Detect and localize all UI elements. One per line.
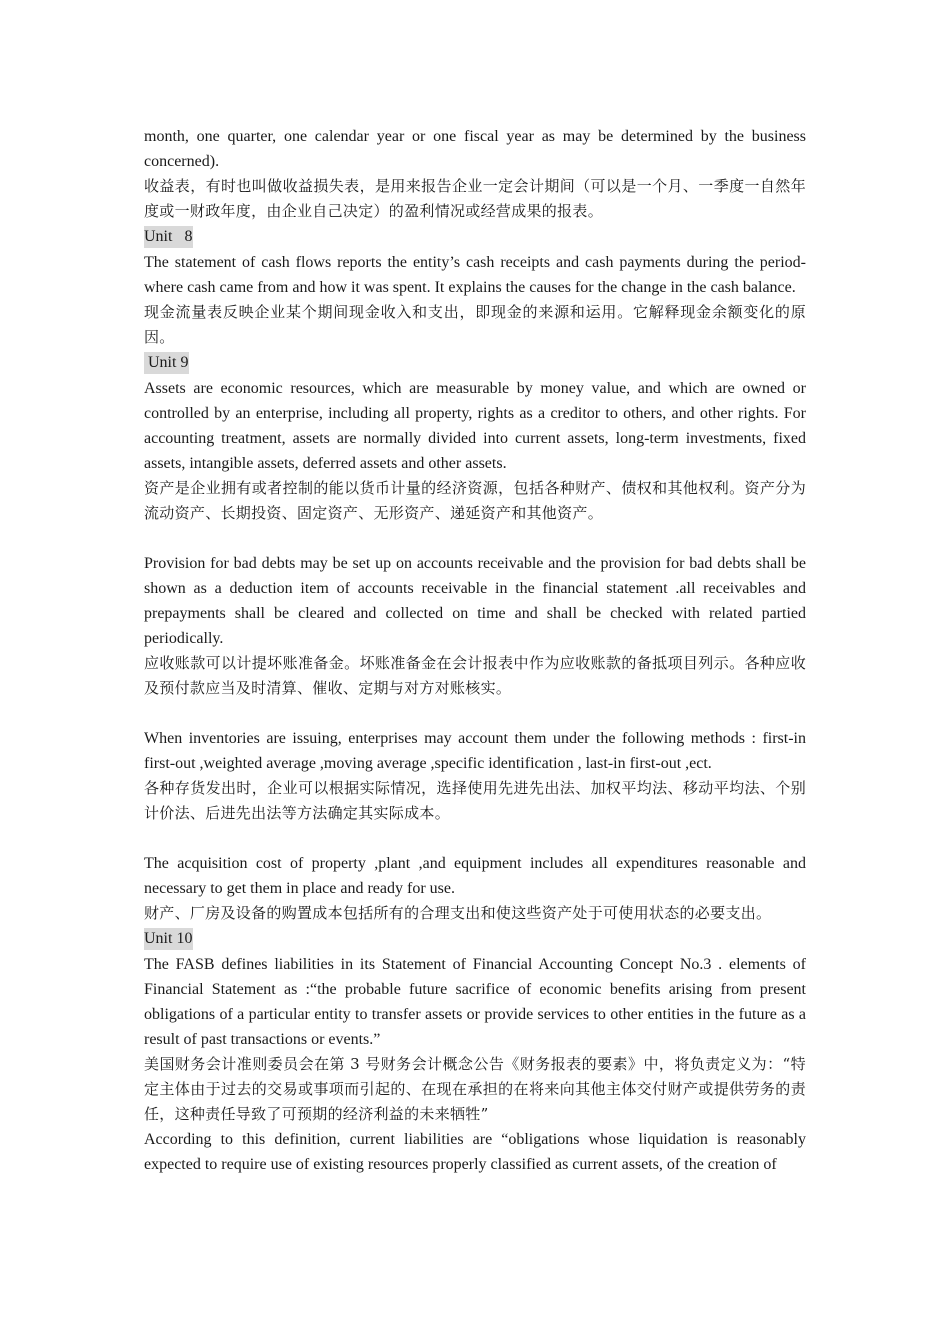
unit-heading-row: [144, 926, 806, 952]
blank-line: [144, 526, 806, 551]
english-paragraph: According to this definition, current liabilities are “obligations whose liquidation is reasonably expected to require use of existing resources properly classified as current assets, of the creation of: [144, 1131, 806, 1173]
chinese-paragraph: 各种存货发出时，企业可以根据实际情况，选择使用先进先出法、加权平均法、移动平均法、个别计价法、后进先出法等方法确定其实际成本。: [144, 779, 806, 822]
chinese-paragraph: 收益表，有时也叫做收益损失表，是用来报告企业一定会计期间（可以是一个月、一季度一自然年度或一财政年度，由企业自己决定）的盈利情况或经营成果的报表。: [144, 177, 806, 220]
chinese-paragraph: 应收账款可以计提坏账准备金。坏账准备金在会计报表中作为应收账款的备抵项目列示。各种应收及预付款应当及时清算、催收、定期与对方对账核实。: [144, 654, 806, 697]
english-paragraph: The acquisition cost of property ,plant ,and equipment includes all expenditures reasonable and necessary to get them in place and ready for use.: [144, 855, 806, 897]
english-paragraph: month, one quarter, one calendar year or one fiscal year as may be determined by the business concerned).: [144, 128, 806, 170]
unit-heading: Unit 9: [144, 352, 189, 374]
unit-heading: Unit 8: [144, 226, 193, 248]
chinese-paragraph: 美国财务会计准则委员会在第 3 号财务会计概念公告《财务报表的要素》中，将负责定义为：“特定主体由于过去的交易或事项而引起的、在现在承担的在将来向其他主体交付财产或提供劳务的责任，这种责任导致了可预期的经济利益的未来牺牲”: [144, 1055, 806, 1123]
blank-line: [144, 826, 806, 851]
english-paragraph: When inventories are issuing, enterprises may account them under the following methods : first-in first-out ,weighted average ,moving average ,specific identification , last-in first-out ,ect.: [144, 730, 806, 772]
blank-line: [144, 701, 806, 726]
english-paragraph: Assets are economic resources, which are measurable by money value, and which are owned or controlled by an enterprise, including all property, rights as a creditor to others, and other rights. For accounting treatment, assets are normally divided into current assets, long-term investments, fixed assets, intangible assets, deferred assets and other assets.: [144, 380, 806, 472]
english-paragraph: The statement of cash flows reports the entity’s cash receipts and cash payments during the period-where cash came from and how it was spent. It explains the causes for the change in the cash balance.: [144, 254, 806, 296]
unit-heading-row: [144, 350, 806, 376]
chinese-paragraph: 现金流量表反映企业某个期间现金收入和支出，即现金的来源和运用。它解释现金余额变化的原因。: [144, 303, 806, 346]
english-paragraph: Provision for bad debts may be set up on accounts receivable and the provision for bad debts shall be shown as a deduction item of accounts receivable in the financial statement .all receivables and prepayments shall be cleared and collected on time and shall be checked with related partied periodically.: [144, 555, 806, 647]
english-paragraph: The FASB defines liabilities in its Statement of Financial Accounting Concept No.3 . elements of Financial Statement as :“the probable future sacrifice of economic benefits arising from present obligations of a particular entity to transfer assets or provide services to other entities in the future as a result of past transactions or events.”: [144, 956, 806, 1048]
document-page: [144, 124, 806, 1177]
chinese-paragraph: 资产是企业拥有或者控制的能以货币计量的经济资源，包括各种财产、债权和其他权利。资产分为流动资产、长期投资、固定资产、无形资产、递延资产和其他资产。: [144, 479, 806, 522]
chinese-paragraph: 财产、厂房及设备的购置成本包括所有的合理支出和使这些资产处于可使用状态的必要支出。: [144, 904, 772, 922]
unit-heading-row: [144, 224, 806, 250]
unit-heading: Unit 10: [144, 928, 193, 950]
